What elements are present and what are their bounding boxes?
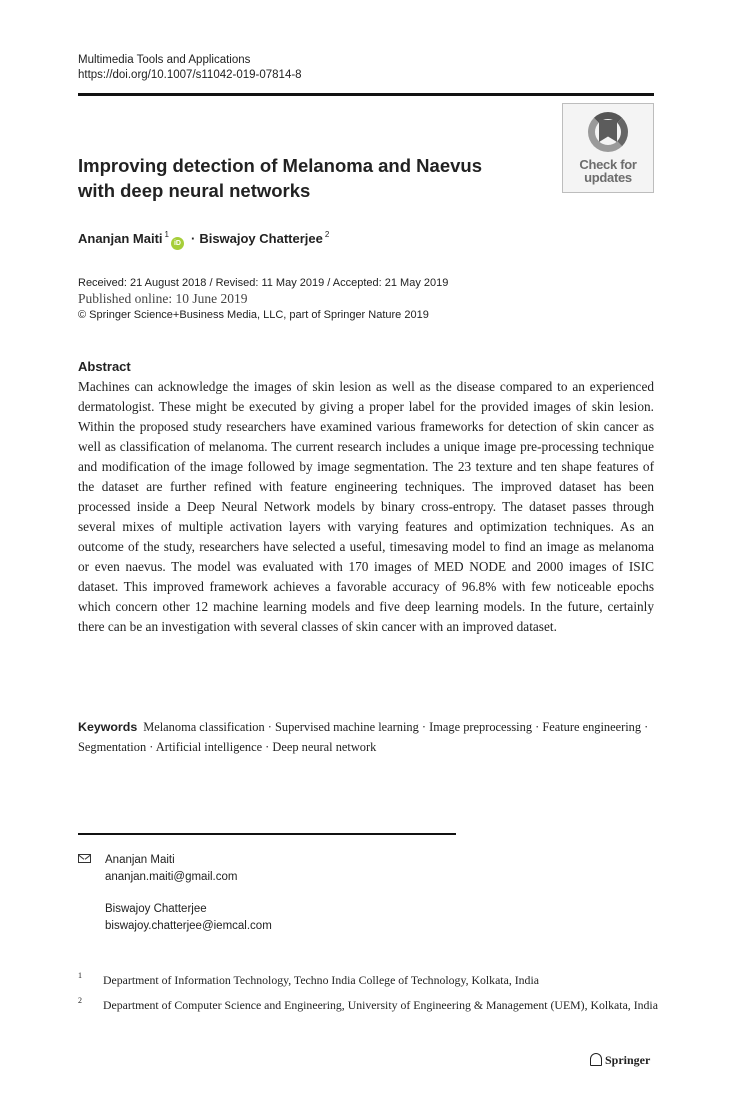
- coauthor-name: Biswajoy Chatterjee: [105, 903, 207, 915]
- copyright-notice: © Springer Science+Business Media, LLC, part of Springer Nature 2019: [78, 309, 429, 321]
- corresponding-author-email[interactable]: ananjan.maiti@gmail.com: [105, 871, 238, 883]
- crossmark-label: Check for updates: [579, 157, 637, 185]
- envelope-icon: [78, 854, 91, 863]
- affiliation-marker: 2: [324, 230, 330, 239]
- affiliation-text: Department of Computer Science and Engineering, University of Engineering & Management (UEM), Kolkata, India: [103, 998, 658, 1012]
- affiliation-1: [78, 972, 678, 992]
- abstract-text: Machines can acknowledge the images of skin lesion as well as the disease compared to an experienced dermatologist. These might be executed by giving a proper label for the provided images of skin lesion. Within the proposed study researchers have examined various frameworks for detection of skin cancer as well as classification of melanoma. The current research includes a unique image pre-processing technique and modification of the image followed by image segmentation. The 23 texture and ten shape features of the dataset are further refined with feature engineering techniques. The improved dataset has been processed inside a Deep Neural Network models by binary cross-entropy. The dataset passes through several mixes of multiple activation layers with varying features and optimization techniques. As an outcome of the study, researchers have selected a useful, timesaving model to find an image as melanoma or even naevus. The model was evaluated with 170 images of MED NODE and 2000 images of ISIC dataset. This improved framework achieves a favorable accuracy of 96.8% with few noticeable epochs which concern other 12 machine learning models and five deep learning models. In the future, certainly there can be an investigation with several classes of skin cancer with an improved dataset.: [78, 379, 654, 634]
- abstract-heading: Abstract: [78, 359, 131, 374]
- affiliation-2: [78, 997, 678, 1033]
- springer-horse-icon: [590, 1053, 602, 1066]
- footnote-rule: [78, 833, 456, 835]
- affiliation-text: Department of Information Technology, Techno India College of Technology, Kolkata, India: [103, 973, 539, 987]
- coauthor-email[interactable]: biswajoy.chatterjee@iemcal.com: [105, 920, 272, 932]
- keywords: [78, 717, 654, 757]
- author-name[interactable]: Biswajoy Chatterjee: [199, 231, 323, 246]
- doi-link[interactable]: https://doi.org/10.1007/s11042-019-07814-8: [78, 69, 302, 81]
- author-name[interactable]: Ananjan Maiti: [78, 231, 163, 246]
- journal-name: Multimedia Tools and Applications: [78, 54, 251, 66]
- keywords-list: Melanoma classification · Supervised machine learning · Image preprocessing · Feature engineering · Segmentation · Artificial intelligence · Deep neural network: [78, 720, 649, 754]
- header-rule: [78, 93, 654, 96]
- affiliation-number: 1: [78, 971, 82, 980]
- affiliation-marker: 1: [164, 230, 169, 239]
- affiliation-number: 2: [78, 996, 82, 1005]
- orcid-icon[interactable]: iD: [171, 237, 184, 250]
- springer-logo: Springer: [590, 1053, 650, 1068]
- author-separator: ·: [190, 231, 196, 246]
- correspondence-block: [78, 852, 478, 942]
- check-for-updates-badge[interactable]: [562, 103, 654, 193]
- published-online: Published online: 10 June 2019: [78, 291, 248, 306]
- corresponding-author-name: Ananjan Maiti: [105, 854, 175, 866]
- history-dates: Received: 21 August 2018 / Revised: 11 May 2019 / Accepted: 21 May 2019: [78, 277, 449, 289]
- keywords-label: Keywords: [78, 720, 138, 734]
- journal-header: [78, 53, 302, 83]
- author-list: [78, 230, 329, 250]
- paper-title: Improving detection of Melanoma and Naevus with deep neural networks: [78, 155, 482, 201]
